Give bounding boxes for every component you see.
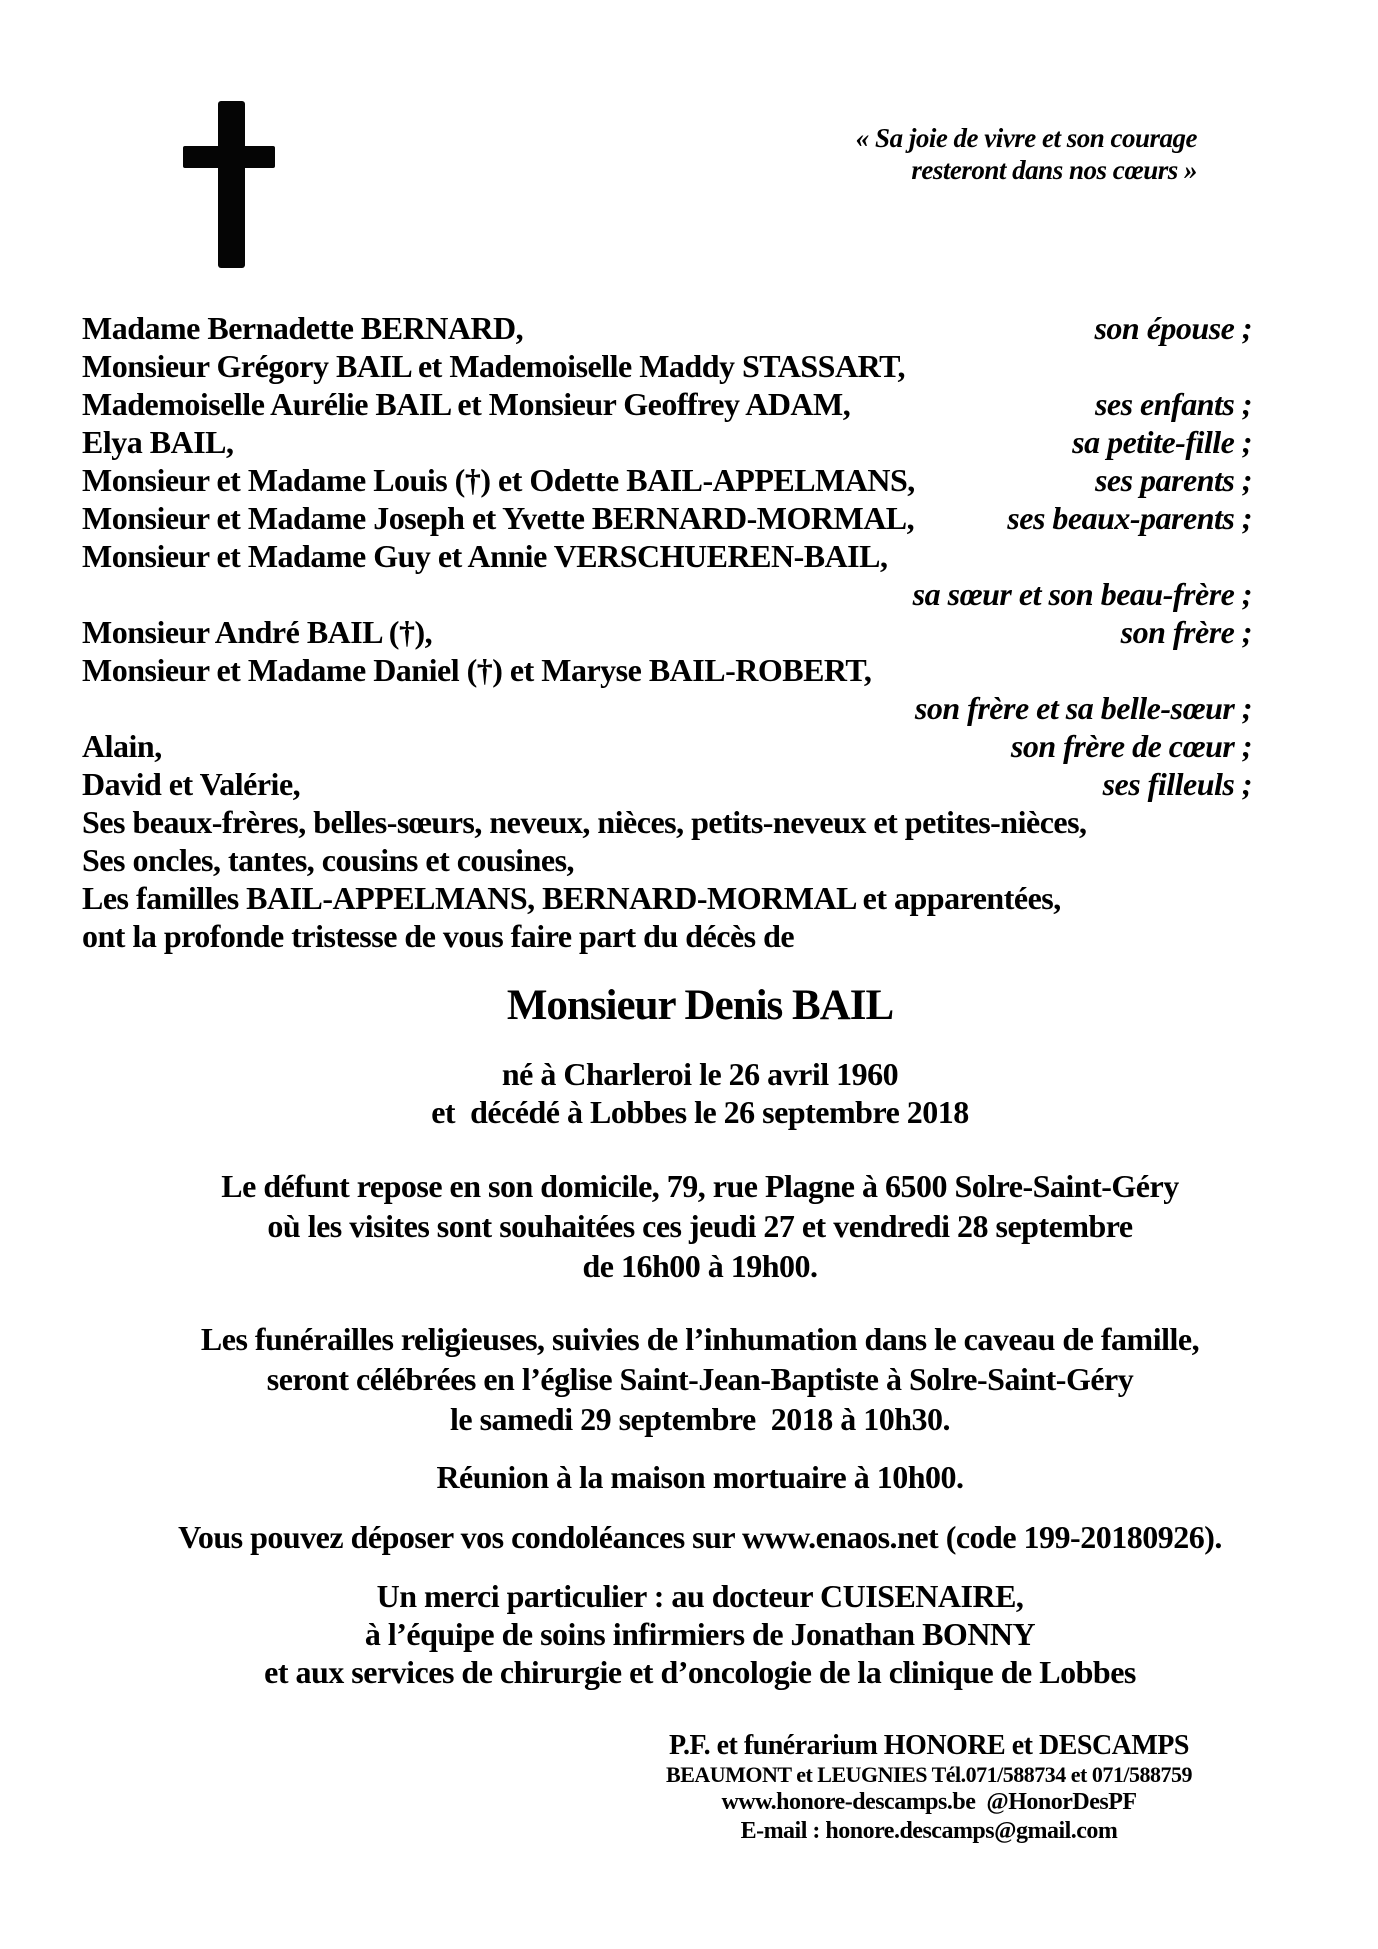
family-list-row — [82, 803, 1252, 841]
family-member-name: David et Valérie, — [82, 766, 301, 802]
condolences-line: Vous pouvez déposer vos condoléances sur www.enaos.net (code 199-20180926). — [178, 1519, 1222, 1555]
paragraph-line: où les visites sont souhaitées ces jeudi 27 et vendredi 28 septembre — [267, 1208, 1133, 1244]
family-member-name: Les familles BAIL-APPELMANS, BERNARD-MORMAL et apparentées, — [82, 880, 1061, 916]
paragraph-line: Les funérailles religieuses, suivies de l’inhumation dans le caveau de famille, — [200, 1321, 1200, 1357]
funeral-home-email: E-mail : honore.descamps@gmail.com — [740, 1818, 1118, 1844]
quote-line-1: « Sa joie de vivre et son courage — [855, 123, 1197, 153]
family-member-name: Mademoiselle Aurélie BAIL et Monsieur Geoffrey ADAM, — [82, 386, 851, 422]
quote-line-2: resteront dans nos cœurs » — [911, 155, 1197, 185]
family-list-row — [82, 423, 1252, 461]
family-relation: sa petite-fille ; — [1072, 424, 1252, 460]
family-member-name: Monsieur et Madame Joseph et Yvette BERNARD-MORMAL, — [82, 500, 915, 536]
family-list-row — [82, 575, 1252, 613]
family-relation: ses enfants ; — [1094, 386, 1252, 422]
paragraph-line: de 16h00 à 19h00. — [582, 1248, 818, 1284]
birth-line: né à Charleroi le 26 avril 1960 — [501, 1056, 899, 1092]
family-relation: ses beaux-parents ; — [1007, 500, 1252, 536]
paragraph-line: à l’équipe de soins infirmiers de Jonathan BONNY — [364, 1616, 1036, 1652]
family-member-name: Monsieur et Madame Guy et Annie VERSCHUEREN-BAIL, — [82, 538, 888, 574]
funeral-home-name: P.F. et funérarium HONORE et DESCAMPS — [669, 1730, 1189, 1761]
family-relation: son frère ; — [1120, 614, 1252, 650]
family-member-name: ont la profonde tristesse de vous faire part du décès de — [82, 918, 795, 954]
family-member-name: Ses oncles, tantes, cousins et cousines, — [82, 842, 575, 878]
family-member-name: Monsieur Grégory BAIL et Mademoiselle Maddy STASSART, — [82, 348, 906, 384]
family-list-row — [82, 727, 1252, 765]
paragraph-line: seront célébrées en l’église Saint-Jean-Baptiste à Solre-Saint-Géry — [266, 1361, 1134, 1397]
family-list-row — [82, 841, 1252, 879]
repose-paragraph — [22, 1166, 1378, 1286]
cross-vertical-bar — [218, 101, 245, 268]
paragraph-line: Le défunt repose en son domicile, 79, rue Plagne à 6500 Solre-Saint-Géry — [221, 1168, 1179, 1204]
family-list-row — [82, 537, 1252, 575]
reunion-line: Réunion à la maison mortuaire à 10h00. — [436, 1459, 964, 1495]
cross-icon — [183, 101, 275, 268]
family-list-row — [82, 385, 1252, 423]
birth-death-block — [22, 1055, 1378, 1131]
family-relation: son frère de cœur ; — [1010, 728, 1252, 764]
thanks-paragraph — [22, 1577, 1378, 1691]
family-list-row — [82, 347, 1252, 385]
funeral-home-block — [479, 1731, 1378, 1846]
family-list-row — [82, 879, 1252, 917]
family-list-row — [82, 651, 1252, 689]
family-relation: ses parents ; — [1094, 462, 1252, 498]
paragraph-line: Un merci particulier : au docteur CUISENAIRE, — [376, 1578, 1024, 1614]
family-member-name: Elya BAIL, — [82, 424, 234, 460]
cross-horizontal-bar — [183, 146, 275, 168]
family-list-row — [82, 461, 1252, 499]
family-member-name: Alain, — [82, 728, 162, 764]
death-line: et décédé à Lobbes le 26 septembre 2018 — [431, 1094, 969, 1130]
family-member-name: Monsieur et Madame Daniel (†) et Maryse BAIL-ROBERT, — [82, 652, 872, 688]
family-member-name: Monsieur André BAIL (†), — [82, 614, 433, 650]
family-list-row — [82, 689, 1252, 727]
family-member-name: Ses beaux-frères, belles-sœurs, neveux, nièces, petits-neveux et petites-nièces, — [82, 804, 1087, 840]
family-list-row — [82, 765, 1252, 803]
deceased-name: Monsieur Denis BAIL — [506, 982, 894, 1029]
family-list-row — [82, 309, 1252, 347]
memorial-quote — [856, 122, 1197, 186]
family-member-name: Madame Bernadette BERNARD, — [82, 310, 524, 346]
family-member-name: Monsieur et Madame Louis (†) et Odette BAIL-APPELMANS, — [82, 462, 915, 498]
family-list-row — [82, 917, 1252, 955]
family-list-row — [82, 613, 1252, 651]
family-list — [82, 309, 1252, 955]
funeral-home-phone: BEAUMONT et LEUGNIES Tél.071/588734 et 071/588759 — [666, 1762, 1192, 1787]
paragraph-line: et aux services de chirurgie et d’oncologie de la clinique de Lobbes — [264, 1654, 1136, 1690]
family-relation: son épouse ; — [1094, 310, 1252, 346]
family-list-row — [82, 499, 1252, 537]
family-relation: son frère et sa belle-sœur ; — [914, 690, 1252, 726]
funeral-home-website: www.honore-descamps.be @HonorDesPF — [721, 1789, 1137, 1815]
funeral-paragraph — [22, 1319, 1378, 1439]
family-relation: ses filleuls ; — [1102, 766, 1252, 802]
family-relation: sa sœur et son beau-frère ; — [912, 576, 1252, 612]
paragraph-line: le samedi 29 septembre 2018 à 10h30. — [450, 1401, 950, 1437]
